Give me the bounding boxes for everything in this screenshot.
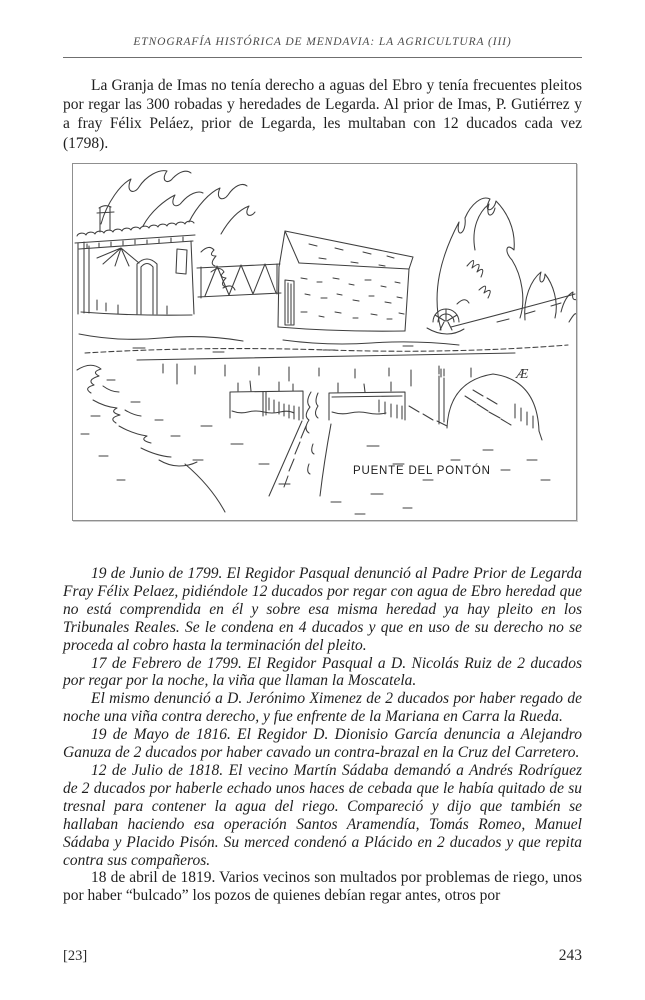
figure-caption: PUENTE DEL PONTÓN — [353, 465, 491, 477]
ledger-entries — [63, 565, 582, 905]
figure-frame — [72, 163, 577, 521]
running-header: ETNOGRAFÍA HISTÓRICA DE MENDAVIA: LA AGRICULTURA (III) — [133, 36, 512, 48]
intro-paragraph: La Granja de Imas no tenía derecho a aguas del Ebro y tenía frecuentes pleitos por regar las 300 robadas y heredades de Legarda. Al prior de Imas, P. Gutiérrez y a fray Félix Peláez, prior de Legarda, les multaban con 12 ducados cada vez (1798). — [63, 77, 582, 152]
header-rule — [63, 57, 582, 58]
artist-signature: Æ — [516, 367, 529, 382]
ground-sketch — [79, 334, 459, 352]
river-sketch — [77, 365, 550, 514]
ledger-entry: 12 de Julio de 1818. El vecino Martín Sádaba demandó a Andrés Rodríguez de 2 ducados por haberle echado unos haces de cebada que le había quitado de su tresnal para contener la agua del riego. Compareció y dijo que también se hallaban haciendo esa operación Santos Aramendía, Tomás Romeo, Manuel Sádaba y Placido Pisón. Su merced condenó a Plácido en 2 ducados y que repita contra sus compañeros. — [63, 761, 582, 869]
closing-paragraph: 18 de abril de 1819. Varios vecinos son multados por problemas de riego, unos por haber “bulcado” los pozos de quienes debían regar antes, otros por — [63, 869, 582, 905]
bridge-sketch — [85, 345, 568, 440]
ledger-entry: 19 de Mayo de 1816. El Regidor D. Dionisio García denuncia a Alejandro Ganuza de 2 ducados por haber cavado un contra-brazal en la Cruz del Carretero. — [63, 726, 582, 762]
footer-folio: [23] — [63, 948, 88, 964]
bushes-sketch — [437, 198, 576, 330]
footer-page-number: 243 — [558, 947, 582, 964]
waterwheel-sketch — [427, 309, 464, 334]
stone-shed-sketch — [278, 231, 413, 331]
fence-sketch — [197, 264, 281, 298]
trees-behind-house-sketch — [101, 171, 255, 290]
ledger-entry: 17 de Febrero de 1799. El Regidor Pasqual a D. Nicolás Ruiz de 2 ducados por regar por la noche, la viña que llaman la Moscatela. — [63, 654, 582, 690]
ledger-entry: El mismo denunció a D. Jerónimo Ximenez de 2 ducados por haber regado de noche una viña contra derecho, y fue enfrente de la Mariana en Carra la Rueda. — [63, 690, 582, 726]
ledger-entry: 19 de Junio de 1799. El Regidor Pasqual denunció al Padre Prior de Legarda Fray Félix Pelaez, pidiéndole 12 ducados por regar con agua de Ebro heredad que no está comprendida en él y sobre esa misma heredad ya hay pleito en los Tribunales Reales. Se le condena en 4 ducados y que en uso de su derecho no se proceda al cobro hasta la terminación del pleito. — [63, 565, 582, 654]
left-house-sketch — [75, 206, 195, 315]
ponton-illustration — [73, 164, 576, 520]
